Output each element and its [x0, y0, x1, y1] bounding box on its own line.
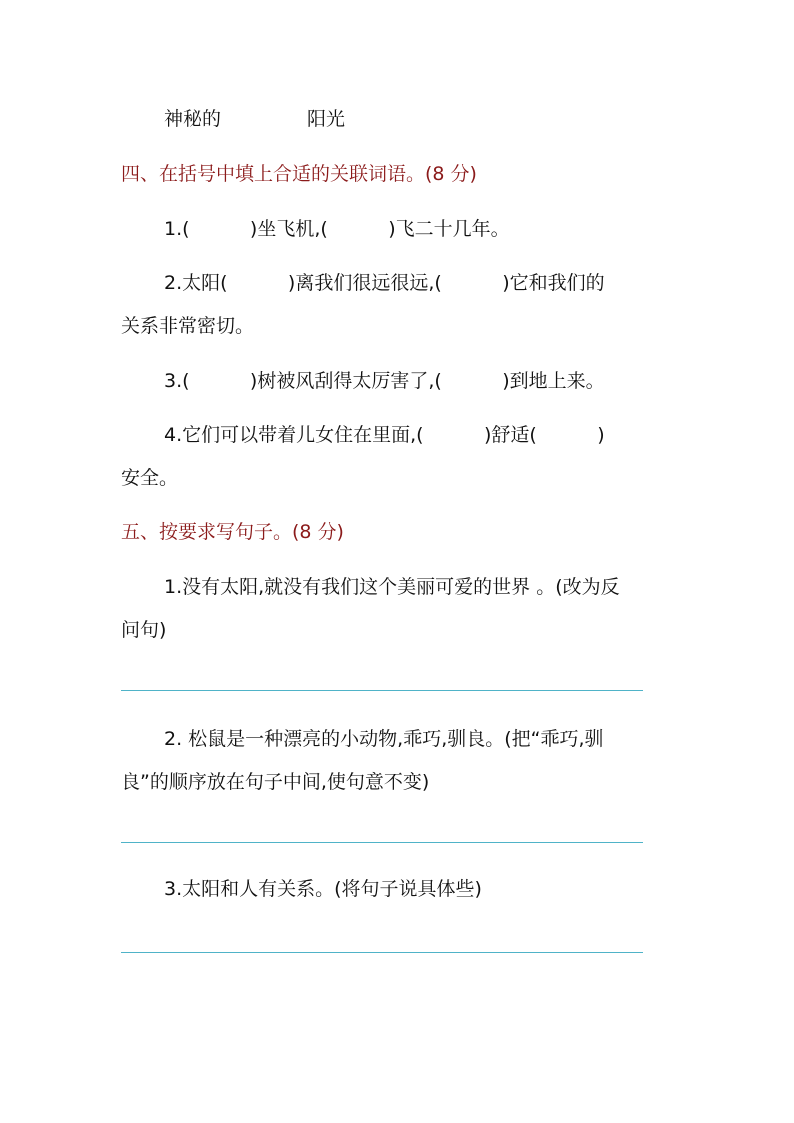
section4-question-2-line-1: 2.太阳( )离我们很远很远,( )它和我们的 — [164, 272, 605, 294]
section5-question-2-line-1: 2. 松鼠是一种漂亮的小动物,乖巧,驯良。(把“乖巧,驯 — [164, 728, 604, 750]
section5-heading: 五、按要求写句子。(8 分) — [121, 521, 344, 543]
section4-question-3: 3.( )树被风刮得太厉害了,( )到地上来。 — [164, 370, 605, 392]
section4-question-4-line-2: 安全。 — [121, 467, 179, 489]
section4-question-2-line-2: 关系非常密切。 — [121, 315, 255, 337]
answer-line-2[interactable] — [121, 842, 643, 843]
section5-question-1-line-1: 1.没有太阳,就没有我们这个美丽可爱的世界 。(改为反 — [164, 576, 620, 598]
section5-question-1-line-2: 问句) — [121, 619, 167, 641]
section5-question-2-line-2: 良”的顺序放在句子中间,使句意不变) — [121, 771, 430, 793]
section5-question-3-line-1: 3.太阳和人有关系。(将句子说具体些) — [164, 878, 482, 900]
carryover-word-right: 阳光 — [307, 108, 346, 130]
section4-heading: 四、在括号中填上合适的关联词语。(8 分) — [121, 163, 477, 185]
section4-question-4-line-1: 4.它们可以带着儿女住在里面,( )舒适( ) — [164, 424, 605, 446]
answer-line-1[interactable] — [121, 690, 643, 691]
carryover-word-left: 神秘的 — [164, 108, 222, 130]
section4-question-1: 1.( )坐飞机,( )飞二十几年。 — [164, 218, 510, 240]
answer-line-3[interactable] — [121, 952, 643, 953]
